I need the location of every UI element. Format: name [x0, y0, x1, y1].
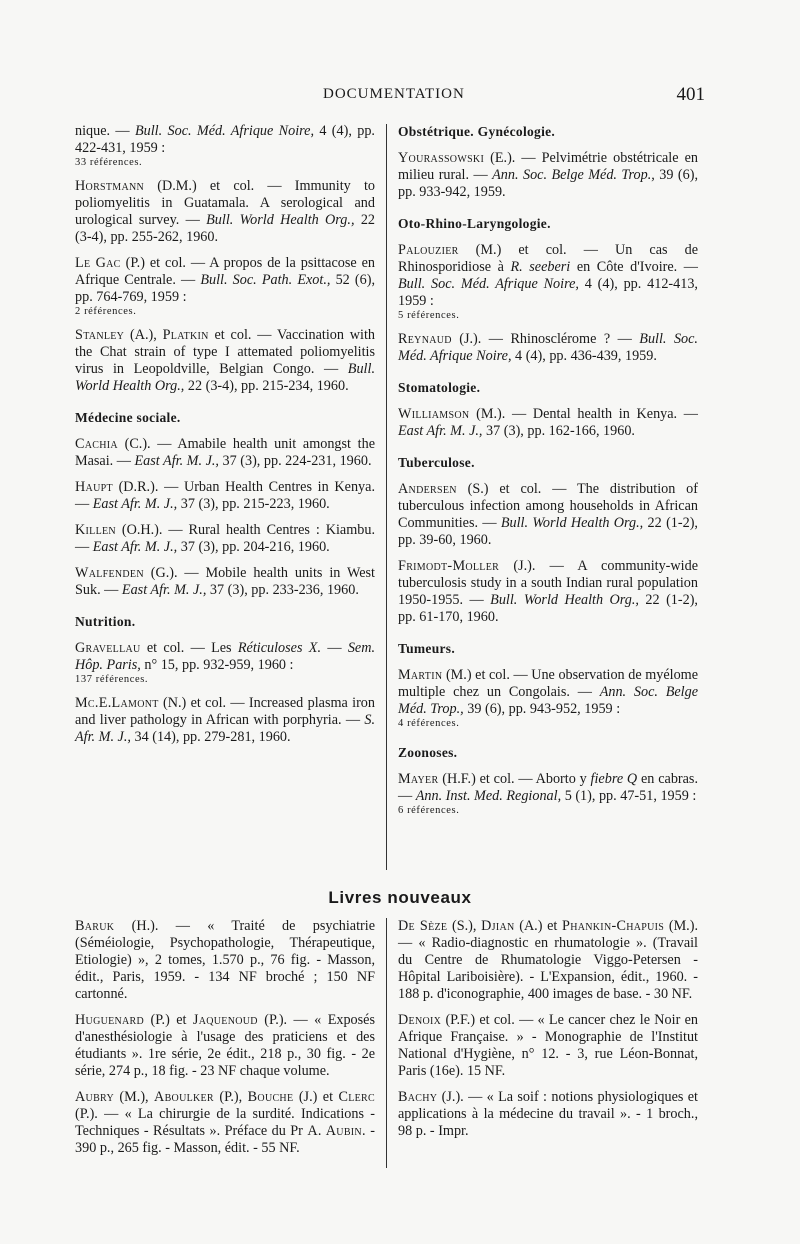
reference-entry: Haupt (D.R.). — Urban Health Centres in Kenya. — East Afr. M. J., 37 (3), pp. 215-223, 1960.: [75, 479, 375, 512]
book-entry: Aubry (M.), Aboulker (P.), Bouche (J.) et Clerc (P.). — « La chirurgie de la surdité. Indications - Techniques - Résultats ». Préface du Pr A. Aubin. - 390 p., 265 fig. - Masson, édit. - 55 NF.: [75, 1089, 375, 1156]
reference-entry: nique. — Bull. Soc. Méd. Afrique Noire, 4 (4), pp. 422-431, 1959 : 33 références.: [75, 123, 375, 168]
author-name: Killen: [75, 522, 116, 538]
book-entry: De Sèze (S.), Djian (A.) et Phankin-Chapuis (M.). — « Radio-diagnostic en rhumatologie ». (Travail du Centre de Rhumatologie Viggo-Petersen - Hôpital Lariboisière). - L'Expansion, édit., 1960. - 188 p. d'iconographie, 400 images de base. - 30 NF.: [398, 918, 698, 1002]
author-name: Reynaud: [398, 331, 452, 347]
author-name: Bouche: [247, 1089, 294, 1105]
book-entry: Denoix (P.F.) et col. — « Le cancer chez le Noir en Afrique Française. » - Monographie de l'Institut National d'Hygiène, n° 12. - 3, rue Léon-Bonnat, Paris (16e). 15 NF.: [398, 1012, 698, 1079]
section-heading: Zoonoses.: [398, 745, 458, 760]
reference-entry: Williamson (M.). — Dental health in Kenya. — East Afr. M. J., 37 (3), pp. 162-166, 1960.: [398, 406, 698, 439]
reference-count: 5 références.: [398, 310, 460, 321]
author-name: Andersen: [398, 481, 457, 497]
section-heading: Médecine sociale.: [75, 410, 181, 425]
author-name: Platkin: [162, 327, 209, 343]
author-name: Huguenard: [75, 1012, 145, 1028]
author-name: Walfenden: [75, 565, 144, 581]
reference-entry: Le Gac (P.) et col. — A propos de la psittacose en Afrique Centrale. — Bull. Soc. Path. Exot., 52 (6), pp. 764-769, 1959 : 2 références.: [75, 255, 376, 317]
reference-count: 6 références.: [398, 805, 460, 816]
author-name: Martin: [398, 667, 443, 683]
author-name: Williamson: [398, 406, 470, 422]
section-heading: Tumeurs.: [398, 641, 456, 656]
author-name: De Sèze: [398, 918, 448, 934]
book-entry: Baruk (H.). — « Traité de psychiatrie (Séméiologie, Psychopathologie, Thérapeutique, Etiologie) », 2 tomes, 1.570 p., 76 fig. - Masson, édit., Paris, 1959. - 134 NF broché ; 150 NF cartonné.: [75, 918, 375, 1002]
reference-entry: Martin (M.) et col. — Une observation de myélome multiple chez un Congolais. — Ann. Soc. Belge Méd. Trop., 39 (6), pp. 943-952, 1959 : 4 références.: [398, 667, 698, 729]
column-rule-top: [386, 124, 387, 870]
author-name: Le Gac: [75, 255, 121, 271]
author-name: Yourassowski: [398, 150, 485, 166]
author-name: Cachia: [75, 436, 118, 452]
right-column-books: [398, 918, 698, 1149]
author-name: Djian: [481, 918, 515, 934]
reference-count: 4 références.: [398, 718, 460, 729]
reference-entry: Mayer (H.F.) et col. — Aborto y fiebre Q en cabras. — Ann. Inst. Med. Regional, 5 (1), pp. 47-51, 1959 : 6 références.: [398, 771, 699, 816]
reference-entry: Horstmann (D.M.) et col. — Immunity to poliomyelitis in Guatamala. A serological and urological survey. — Bull. World Health Org., 22 (3-4), pp. 255-262, 1960.: [75, 178, 376, 245]
section-heading: Obstétrique. Gynécologie.: [398, 124, 556, 139]
reference-entry: Reynaud (J.). — Rhinosclérome ? — Bull. Soc. Méd. Afrique Noire, 4 (4), pp. 436-439, 1959.: [398, 331, 698, 364]
column-rule-bottom: [386, 918, 387, 1168]
author-name: Jaquenoud: [192, 1012, 258, 1028]
author-name: A. Aubin.: [307, 1123, 366, 1139]
left-column-top: [75, 123, 375, 755]
book-entry: Bachy (J.). — « La soif : notions physiologiques et applications à la médecine du travail ». - 1 broch., 98 p. - Impr.: [398, 1089, 698, 1139]
section-heading: Oto-Rhino-Laryngologie.: [398, 216, 551, 231]
books-section-title: Livres nouveaux: [328, 888, 472, 907]
author-name: Aboulker: [154, 1089, 214, 1105]
reference-count: 2 références.: [75, 306, 137, 317]
author-name: Haupt: [75, 479, 113, 495]
page-header: [75, 86, 705, 110]
author-name: Gravellau: [75, 640, 141, 656]
reference-entry: Mc.E.Lamont (N.) et col. — Increased plasma iron and liver pathology in African with porphyria. — S. Afr. M. J., 34 (14), pp. 279-281, 1960.: [75, 695, 375, 745]
reference-entry: Gravellau et col. — Les Réticuloses X. — Sem. Hôp. Paris, n° 15, pp. 932-959, 1960 : 137 références.: [75, 640, 376, 685]
page-number: 401: [676, 84, 705, 105]
author-name: Bachy: [398, 1089, 438, 1105]
author-name: Mayer: [398, 771, 439, 787]
book-entry: Huguenard (P.) et Jaquenoud (P.). — « Exposés d'anesthésiologie à l'usage des praticiens et des étudiants ». 1re série, 2e édit., 218 p., 30 fig. - 2e série, 274 p., 18 fig. - 23 NF chaque volume.: [75, 1012, 375, 1079]
reference-entry: Cachia (C.). — Amabile health unit amongst the Masai. — East Afr. M. J., 37 (3), pp. 224-231, 1960.: [75, 436, 375, 469]
author-name: Frimodt-Moller: [398, 558, 500, 574]
section-heading: Stomatologie.: [398, 380, 481, 395]
author-name: Denoix: [398, 1012, 442, 1028]
reference-entry: Andersen (S.) et col. — The distribution of tuberculous infection among households in African Communities. — Bull. World Health Org., 22 (1-2), pp. 39-60, 1960.: [398, 481, 698, 548]
reference-entry: Walfenden (G.). — Mobile health units in West Suk. — East Afr. M. J., 37 (3), pp. 233-236, 1960.: [75, 565, 375, 598]
author-name: Phankin-Chapuis: [562, 918, 665, 934]
reference-count: 137 références.: [75, 674, 149, 685]
author-name: Baruk: [75, 918, 115, 934]
author-name: Mc.E.Lamont: [75, 695, 159, 711]
reference-entry: Yourassowski (E.). — Pelvimétrie obstétricale en milieu rural. — Ann. Soc. Belge Méd. Trop., 39 (6), pp. 933-942, 1959.: [398, 150, 698, 200]
reference-entry: Stanley (A.), Platkin et col. — Vaccination with the Chat strain of type I attemated poliomyelitis virus in Leopoldville, Belgian Congo. — Bull. World Health Org., 22 (3-4), pp. 215-234, 1960.: [75, 327, 375, 394]
section-heading: Nutrition.: [75, 614, 136, 629]
author-name: Clerc: [338, 1089, 375, 1105]
author-name: Palouzier: [398, 242, 459, 258]
reference-count: 33 références.: [75, 157, 143, 168]
author-name: Stanley: [75, 327, 125, 343]
reference-entry: Frimodt-Moller (J.). — A community-wide tuberculosis study in a south Indian rural population 1950-1955. — Bull. World Health Org., 22 (1-2), pp. 61-170, 1960.: [398, 558, 698, 625]
reference-entry: Palouzier (M.) et col. — Un cas de Rhinosporidiose à R. seeberi en Côte d'Ivoire. — Bull. Soc. Méd. Afrique Noire, 4 (4), pp. 412-413, 1959 : 5 références.: [398, 242, 698, 321]
author-name: Horstmann: [75, 178, 145, 194]
right-column-top: [398, 123, 698, 826]
section-heading: Tuberculose.: [398, 455, 475, 470]
reference-entry: Killen (O.H.). — Rural health Centres : Kiambu. — East Afr. M. J., 37 (3), pp. 204-216, 1960.: [75, 522, 375, 555]
left-column-books: [75, 918, 375, 1166]
running-head: DOCUMENTATION: [323, 86, 465, 102]
author-name: Aubry: [75, 1089, 114, 1105]
